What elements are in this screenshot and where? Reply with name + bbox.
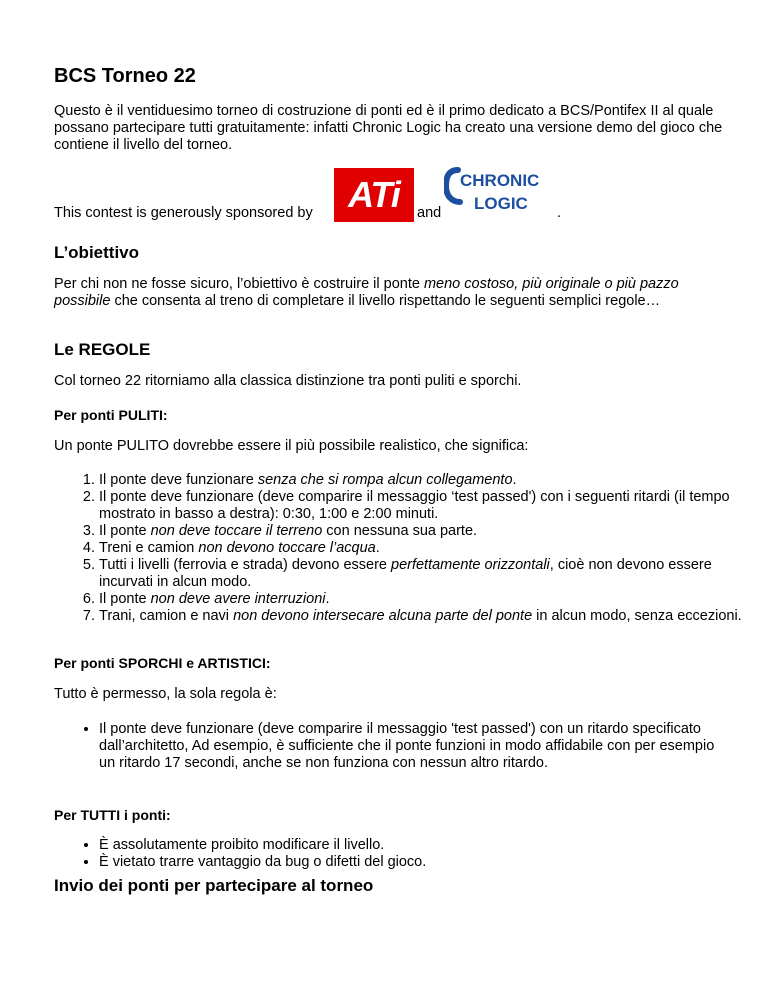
sponsor-and: and <box>417 205 442 221</box>
objective-heading: L’obiettivo <box>54 243 139 262</box>
dirty-intro: Tutto è permesso, la sola regola è: <box>54 686 277 702</box>
submission-heading: Invio dei ponti per partecipare al torneo <box>54 876 374 895</box>
objective-emphasis: meno costoso, più originale o più pazzo possibile <box>54 276 679 309</box>
objective-text-2: che consenta al treno di completare il livello rispettando le seguenti semplici regole… <box>110 293 661 309</box>
list-item: 2. Il ponte deve funzionare (deve comparire il messaggio ‘test passed') con i seguenti ritardi (il tempo mostrato in basso a destra): 0:30, 1:00 e 2:00 minuti. <box>99 489 744 523</box>
intro-paragraph: Questo è il ventiduesimo torneo di costruzione di ponti ed è il primo dedicato a BCS/Pontifex II al quale possano partecipare tutti gratuitamente: infatti Chronic Logic ha creato una versione demo del gioco che contiene il livello del torneo. <box>54 103 723 153</box>
list-item: 1. Il ponte deve funzionare senza che si rompa alcun collegamento. <box>99 472 744 489</box>
ati-logo-text: ATi <box>348 174 400 215</box>
clean-intro: Un ponte PULITO dovrebbe essere il più possibile realistico, che significa: <box>54 438 529 454</box>
list-item: • Il ponte deve funzionare (deve comparire il messaggio 'test passed') con un ritardo specificato dall’architetto, Ad esempio, è sufficiente che il ponte funzioni in modo affidabile con per esempio un ritardo 17 secondi, anche se non funziona con nessun altro ritardo. <box>99 721 734 772</box>
all-heading: Per TUTTI i ponti: <box>54 807 171 823</box>
list-item: 4. Treni e camion non devono toccare l’acqua. <box>99 540 744 557</box>
dirty-heading: Per ponti SPORCHI e ARTISTICI: <box>54 655 271 671</box>
objective-text-1: Per chi non ne fosse sicuro, l’obiettivo è costruire il ponte <box>54 276 424 292</box>
ati-logo <box>334 168 414 222</box>
list-item: 7. Trani, camion e navi non devono intersecare alcuna parte del ponte in alcun modo, senza eccezioni. <box>99 608 744 625</box>
all-rules-list <box>54 837 734 871</box>
list-item: 3. Il ponte non deve toccare il terreno con nessuna sua parte. <box>99 523 744 540</box>
dirty-rules-list <box>54 721 734 772</box>
clean-rules-list <box>54 472 744 625</box>
chronic-logo-line2: LOGIC <box>474 194 528 213</box>
page-title: BCS Torneo 22 <box>54 65 196 87</box>
rules-intro: Col torneo 22 ritorniamo alla classica distinzione tra ponti puliti e sporchi. <box>54 373 522 389</box>
sponsor-text: This contest is generously sponsored by <box>54 205 313 221</box>
list-item: • È assolutamente proibito modificare il livello. <box>99 837 734 854</box>
list-item: • È vietato trarre vantaggio da bug o difetti del gioco. <box>99 854 734 871</box>
rules-heading: Le REGOLE <box>54 340 151 359</box>
objective-paragraph <box>54 276 729 310</box>
chronic-logo-line1: CHRONIC <box>460 171 540 190</box>
chronic-logic-logo <box>444 164 556 220</box>
list-item: 6. Il ponte non deve avere interruzioni. <box>99 591 744 608</box>
clean-heading: Per ponti PULITI: <box>54 407 168 423</box>
sponsor-suffix: . <box>557 205 562 221</box>
list-item: 5. Tutti i livelli (ferrovia e strada) devono essere perfettamente orizzontali, cioè non devono essere incurvati in alcun modo. <box>99 557 744 591</box>
